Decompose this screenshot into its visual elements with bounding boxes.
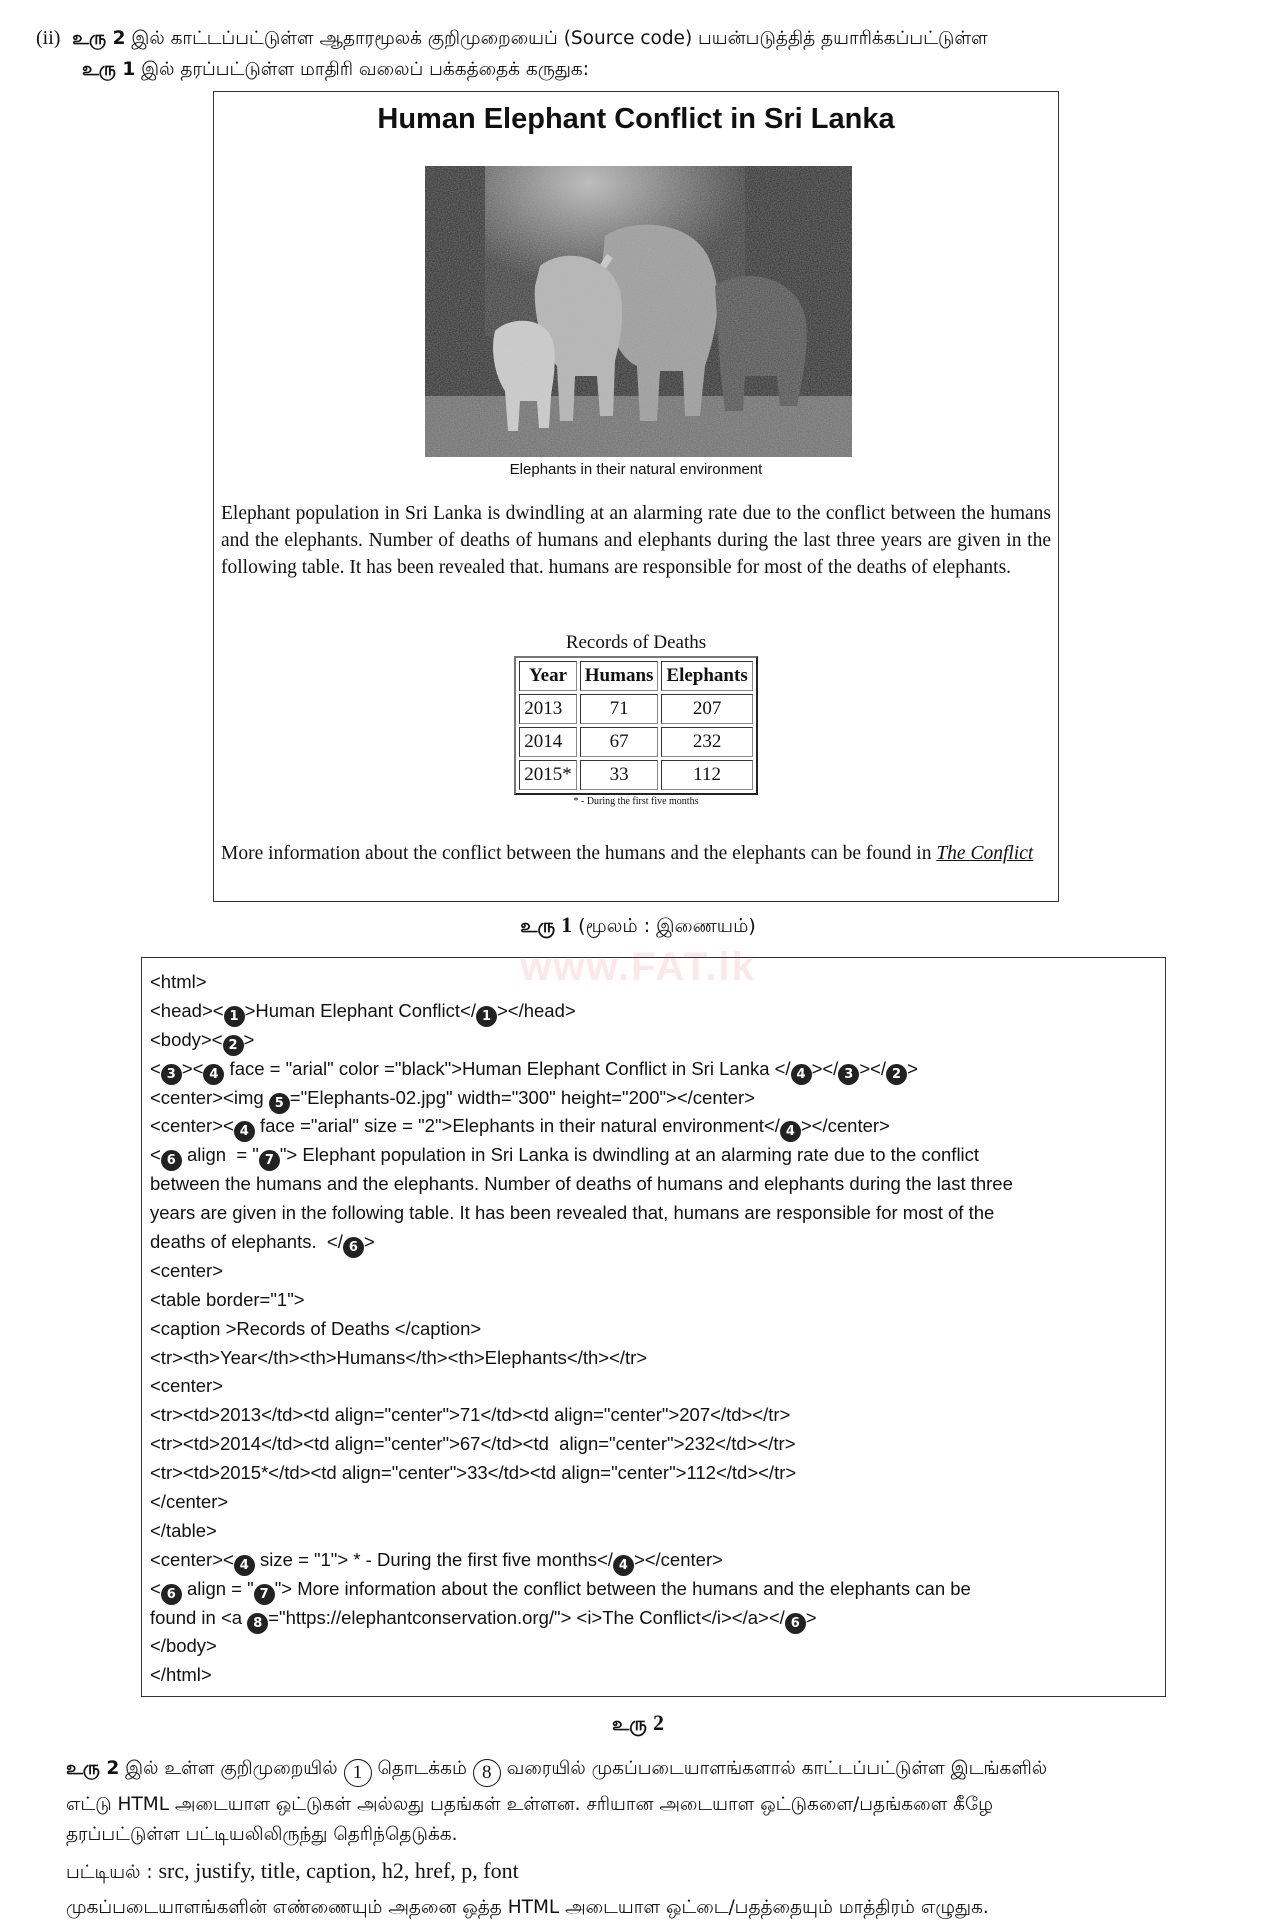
instruction-text: முகப்படையாளங்களின் எண்ணையும் அதனை ஒத்த HTML அடையாள ஒட்டை/பதத்தையும் மாத்திரம் எழுதுக.: [66, 1897, 989, 1918]
code-text: <body><: [150, 1028, 223, 1050]
figure-1-webpage: [213, 91, 1059, 902]
blank-marker-4: 4: [791, 1064, 812, 1085]
code-text: <center>: [150, 1259, 224, 1281]
question-line-2: [82, 56, 589, 84]
question-fig-ref: உரு 2: [72, 28, 126, 49]
code-text: <html>: [150, 971, 207, 992]
cell-humans: 33: [580, 760, 659, 790]
cell-elephants: 207: [661, 694, 752, 724]
blank-marker-4: 4: [234, 1121, 255, 1142]
blank-marker-3: 3: [838, 1064, 859, 1085]
header-elephants: Elephants: [661, 661, 752, 691]
more-info-text: More information about the conflict between the humans and the elephants can be found in: [221, 843, 932, 864]
code-line: [150, 1604, 1013, 1633]
caption-number: 1: [561, 912, 573, 937]
instruction-line-1: [66, 1752, 1047, 1787]
code-text: >: [805, 1606, 817, 1628]
watermark: www.FAT.lk: [520, 945, 756, 989]
instruction-fig-ref: உரு 2: [66, 1758, 120, 1779]
code-text: </body>: [150, 1635, 217, 1657]
code-text: </table>: [150, 1519, 217, 1541]
code-text: <head><: [150, 999, 224, 1021]
blank-marker-4: 4: [203, 1064, 224, 1085]
elephant-photo: [425, 166, 852, 457]
question-line-1: [36, 24, 988, 53]
code-text: ></center>: [633, 1548, 723, 1570]
blank-marker-1: 1: [224, 1006, 245, 1027]
table-caption: Records of Deaths: [565, 632, 707, 653]
code-text: align = ": [181, 1144, 259, 1166]
code-text: ="https://elephantconservation.org/"> <i>The Conflict</i></a></: [268, 1606, 785, 1628]
intro-paragraph: Elephant population in Sri Lanka is dwindling at an alarming rate due to the conflict between the humans and the elephants. Number of deaths of humans and elephants during the last three years are given in the following table. It has been revealed that. humans are responsible for most of the deaths of elephants.: [221, 503, 1051, 578]
code-text: found in <a: [150, 1606, 248, 1628]
deaths-table: [514, 656, 757, 795]
code-text: <tr><th>Year</th><th>Humans</th><th>Elephants</th></tr>: [150, 1346, 648, 1368]
instruction-line-2: [66, 1790, 993, 1820]
code-text: </center>: [150, 1491, 229, 1513]
code-line: [150, 1055, 1013, 1084]
table-row: [519, 760, 752, 790]
figure-1-caption: [0, 912, 1276, 940]
code-text: "> Elephant population in Sri Lanka is dwindling at an alarming rate due to the conflict: [279, 1144, 980, 1166]
caption-number: 2: [652, 1710, 664, 1735]
blank-marker-6: 6: [161, 1150, 182, 1171]
blank-marker-2: 2: [886, 1064, 907, 1085]
caption-label: உரு: [520, 915, 556, 937]
code-text: size = "1"> * - During the first five months</: [254, 1548, 613, 1570]
blank-marker-8: 8: [247, 1613, 268, 1634]
table-row: [519, 727, 752, 757]
code-line: [150, 1575, 1013, 1604]
instruction-line-3: [66, 1820, 458, 1850]
code-text: face = "arial" color ="black">Human Elephant Conflict in Sri Lanka </: [224, 1057, 791, 1079]
code-line: [150, 1112, 1013, 1141]
code-line: [150, 1026, 1013, 1055]
instruction-text: தரப்பட்டுள்ள பட்டியலிலிருந்து தெரிந்தெடுக்க.: [66, 1824, 458, 1845]
code-text: >Human Elephant Conflict</: [244, 999, 476, 1021]
code-text: <center><: [150, 1115, 234, 1137]
instruction-text: தொடக்கம்: [377, 1758, 467, 1779]
code-text: ="Elephants-02.jpg" width="300" height="200"></center>: [289, 1086, 756, 1108]
code-line: [150, 1199, 1013, 1228]
conflict-link[interactable]: The Conflict: [936, 843, 1034, 864]
code-text: <center><img: [150, 1086, 269, 1108]
code-line: [150, 1344, 1013, 1373]
code-text: <caption >Records of Deaths </caption>: [150, 1317, 482, 1339]
cell-elephants: 232: [661, 727, 752, 757]
code-line: [150, 1661, 1013, 1690]
code-line: [150, 1286, 1013, 1315]
blank-marker-4: 4: [234, 1555, 255, 1576]
code-line: [150, 1141, 1013, 1170]
caption-source: (மூலம் : இணையம்): [578, 915, 756, 937]
blank-marker-2: 2: [223, 1035, 244, 1056]
blank-marker-1: 1: [476, 1006, 497, 1027]
blank-marker-6: 6: [785, 1613, 806, 1634]
code-text: >: [363, 1231, 375, 1253]
question-number: (ii): [36, 27, 61, 49]
instruction-line-5: [66, 1893, 989, 1923]
code-text: deaths of elephants. </: [150, 1231, 343, 1253]
blank-marker-4: 4: [780, 1121, 801, 1142]
code-text: <table border="1">: [150, 1288, 305, 1310]
code-text: <: [150, 1057, 161, 1079]
code-text: ></: [811, 1057, 839, 1079]
code-text: <: [150, 1144, 161, 1166]
blank-marker-5: 5: [269, 1093, 290, 1114]
cell-elephants: 112: [661, 760, 752, 790]
cell-year: 2013: [519, 694, 577, 724]
cell-humans: 67: [580, 727, 659, 757]
code-text: ></: [859, 1057, 887, 1079]
code-text: face ="arial" size = "2">Elephants in their natural environment</: [254, 1115, 780, 1137]
code-line: [150, 1517, 1013, 1546]
cell-humans: 71: [580, 694, 659, 724]
code-text: ></center>: [800, 1115, 890, 1137]
cell-year: 2015*: [519, 760, 577, 790]
code-line: [150, 1315, 1013, 1344]
table-header-row: [519, 661, 752, 691]
code-line: [150, 1459, 1013, 1488]
figure-2-source-code: [141, 957, 1166, 1697]
figure-2-caption: [0, 1710, 1276, 1738]
photo-caption: Elephants in their natural environment: [509, 461, 763, 478]
deaths-table-block: [214, 632, 1058, 807]
code-text: <: [150, 1577, 161, 1599]
header-humans: Humans: [580, 661, 659, 691]
code-text: >: [243, 1028, 255, 1050]
question-fig-ref: உரு 1: [82, 59, 136, 80]
code-line: [150, 1372, 1013, 1401]
blank-marker-7: 7: [259, 1150, 280, 1171]
code-line: [150, 1546, 1013, 1575]
code-text: ></head>: [496, 999, 576, 1021]
code-listing: [150, 968, 1013, 1690]
code-text: ><: [181, 1057, 204, 1079]
page-heading: Human Elephant Conflict in Sri Lanka: [377, 103, 895, 135]
code-text: <tr><td>2013</td><td align="center">71</td><td align="center">207</td></tr>: [150, 1404, 791, 1426]
blank-marker-4: 4: [613, 1555, 634, 1576]
code-text: >: [907, 1057, 918, 1079]
blank-marker-6: 6: [343, 1237, 364, 1258]
caption-label: உரு: [612, 1713, 647, 1735]
tag-list-line: [66, 1856, 519, 1888]
code-text: </html>: [150, 1664, 212, 1686]
code-line: [150, 1430, 1013, 1459]
cell-year: 2014: [519, 727, 577, 757]
code-text: years are given in the following table. It has been revealed that, humans are responsible for most of the: [150, 1202, 995, 1224]
code-text: "> More information about the conflict between the humans and the elephants can be: [274, 1577, 971, 1599]
circled-number-end: 8: [473, 1759, 501, 1787]
code-line: [150, 1084, 1013, 1113]
code-line: [150, 1228, 1013, 1257]
header-year: Year: [519, 661, 577, 691]
table-row: [519, 694, 752, 724]
blank-marker-7: 7: [254, 1584, 275, 1605]
code-text: <center><: [150, 1548, 234, 1570]
blank-marker-6: 6: [161, 1584, 182, 1605]
question-text: இல் காட்டப்பட்டுள்ள ஆதாரமூலக் குறிமுறையைப் (Source code) பயன்படுத்தித் தயாரிக்கப்பட்டுள்ள: [131, 28, 988, 49]
code-text: between the humans and the elephants. Number of deaths of humans and elephants during the last three: [150, 1173, 1013, 1195]
code-line: [150, 997, 1013, 1026]
code-line: [150, 1632, 1013, 1661]
blank-marker-3: 3: [161, 1064, 182, 1085]
code-text: <tr><td>2014</td><td align="center">67</td><td align="center">232</td></tr>: [150, 1433, 796, 1455]
code-line: [150, 1170, 1013, 1199]
code-line: [150, 1488, 1013, 1517]
question-text: இல் தரப்பட்டுள்ள மாதிரி வலைப் பக்கத்தைக் கருதுக:: [141, 59, 589, 80]
code-line: [150, 968, 1013, 997]
instruction-text: இல் உள்ள குறிமுறையில்: [125, 1758, 338, 1779]
instruction-text: வரையில் முகப்படையாளங்களால் காட்டப்பட்டுள்ள இடங்களில்: [506, 1758, 1048, 1779]
code-text: <center>: [150, 1375, 224, 1397]
code-line: [150, 1401, 1013, 1430]
table-footnote: * - During the first five months: [573, 796, 699, 807]
tag-list: src, justify, title, caption, h2, href, p, font: [158, 1858, 519, 1883]
more-info-paragraph: [221, 840, 1051, 867]
circled-number-start: 1: [344, 1759, 372, 1787]
list-label: பட்டியல் :: [66, 1862, 153, 1883]
code-text: <tr><td>2015*</td><td align="center">33</td><td align="center">112</td></tr>: [150, 1462, 797, 1484]
code-line: [150, 1257, 1013, 1286]
instruction-text: எட்டு HTML அடையாள ஒட்டுகள் அல்லது பதங்கள் உள்ளன. சரியான அடையாள ஒட்டுகளை/பதங்களை கீழே: [66, 1794, 994, 1815]
code-text: align = ": [181, 1577, 254, 1599]
